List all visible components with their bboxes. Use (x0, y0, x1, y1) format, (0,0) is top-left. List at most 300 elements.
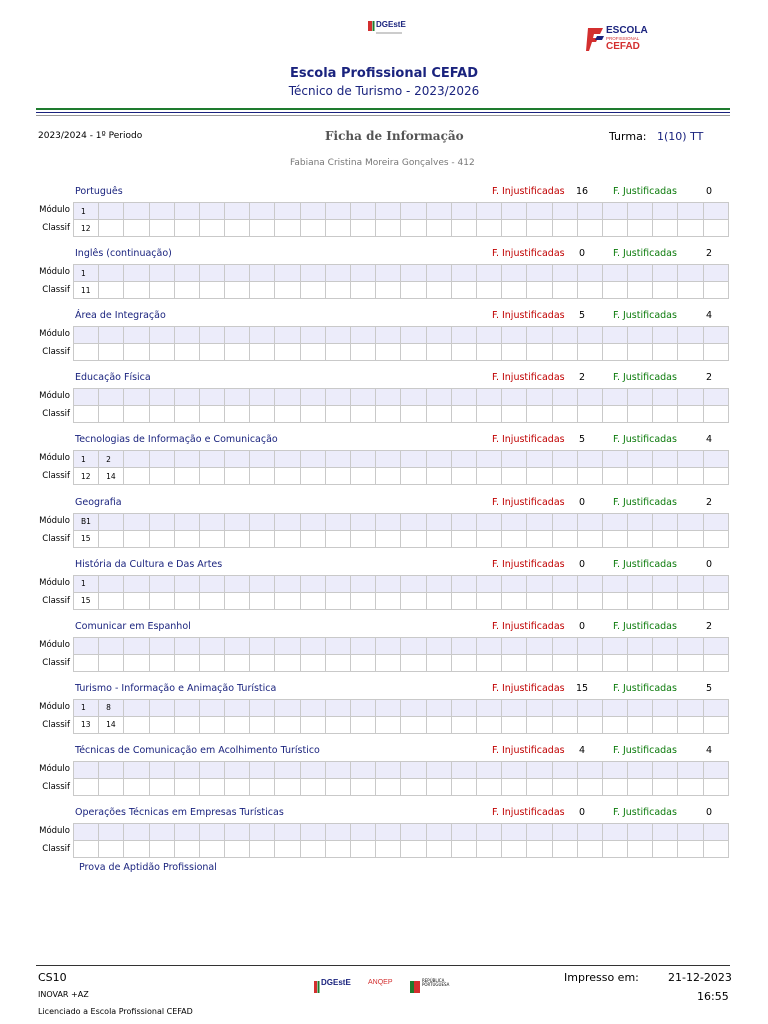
classif-cell (174, 716, 199, 733)
classif-cell (653, 282, 678, 299)
classif-cell (552, 716, 577, 733)
classif-cell (300, 530, 325, 547)
injustified-absences-label: F. Injustificadas (492, 682, 565, 694)
grades-grid (73, 513, 729, 548)
modulo-cell (174, 575, 199, 592)
modulo-row-label: Módulo (39, 205, 70, 215)
injustified-absences-label: F. Injustificadas (492, 807, 565, 818)
classif-cell (527, 778, 552, 795)
classif-cell (149, 530, 174, 547)
modulo-cell (602, 513, 627, 530)
injustified-absences-value: 15 (575, 682, 589, 694)
classif-cell (99, 530, 124, 547)
classif-cell (451, 530, 476, 547)
modulo-row-label: Módulo (39, 515, 70, 526)
modulo-cell (325, 824, 350, 841)
modulo-cell (225, 389, 250, 406)
classif-cell (174, 344, 199, 361)
justified-absences-label: F. Justificadas (613, 372, 677, 384)
modulo-cell (275, 265, 300, 282)
classif-cell (225, 716, 250, 733)
justified-absences-value: 2 (705, 496, 713, 508)
classif-cell (124, 778, 149, 795)
modulo-cell (351, 761, 376, 778)
justified-absences-label: F. Justificadas (613, 744, 677, 756)
modulo-cell (300, 327, 325, 344)
modulo-cell (703, 327, 728, 344)
modulo-cell (351, 824, 376, 841)
modulo-cell (552, 824, 577, 841)
classif-cell (376, 282, 401, 299)
classif-cell: 11 (74, 282, 99, 299)
classif-cell (225, 778, 250, 795)
cefad-logo-line3: CEFAD (606, 40, 640, 52)
classif-cell (602, 592, 627, 609)
header-rule-gray (36, 115, 730, 116)
modulo-cell (703, 265, 728, 282)
classif-cell (225, 530, 250, 547)
modulo-cell (703, 824, 728, 841)
classif-cell (174, 282, 199, 299)
modulo-cell (124, 265, 149, 282)
injustified-absences-value: 5 (578, 434, 586, 446)
printed-label: Impresso em: (564, 971, 639, 984)
classif-cell (99, 841, 124, 858)
classif-cell (401, 716, 426, 733)
classif-cell (250, 530, 275, 547)
modulo-cell (174, 637, 199, 654)
classif-row (74, 592, 729, 609)
classif-row (74, 468, 729, 485)
modulo-cell (99, 203, 124, 220)
classif-cell (124, 406, 149, 423)
modulo-cell (199, 389, 224, 406)
classif-cell (300, 841, 325, 858)
modulo-cell (527, 699, 552, 716)
classif-row (74, 654, 729, 671)
classif-cell (426, 592, 451, 609)
classif-cell (426, 406, 451, 423)
classif-cell (502, 592, 527, 609)
modulo-cell (300, 824, 325, 841)
modulo-cell (552, 389, 577, 406)
classif-cell (703, 592, 728, 609)
modulo-cell (628, 513, 653, 530)
modulo-cell (577, 389, 602, 406)
classif-cell (275, 654, 300, 671)
classif-cell (124, 654, 149, 671)
classif-cell (250, 282, 275, 299)
injustified-absences-label: F. Injustificadas (492, 620, 565, 632)
classif-cell (703, 841, 728, 858)
modulo-cell (376, 389, 401, 406)
injustified-absences-label: F. Injustificadas (492, 186, 565, 197)
modulo-cell (124, 389, 149, 406)
modulo-cell (602, 203, 627, 220)
classif-cell (325, 282, 350, 299)
injustified-absences-value: 0 (578, 807, 586, 818)
modulo-cell (149, 203, 174, 220)
classif-cell (300, 592, 325, 609)
modulo-cell (300, 575, 325, 592)
modulo-cell (527, 265, 552, 282)
modulo-cell (174, 327, 199, 344)
classif-cell (174, 220, 199, 237)
injustified-absences-label: F. Injustificadas (492, 372, 565, 384)
classif-cell (351, 530, 376, 547)
classif-cell (577, 282, 602, 299)
modulo-cell (74, 389, 99, 406)
grades-grid (73, 575, 729, 610)
justified-absences-value: 4 (705, 744, 713, 756)
classif-row-label: Classif (42, 223, 70, 233)
classif-cell: 15 (74, 592, 99, 609)
classif-cell (250, 716, 275, 733)
injustified-absences-value: 0 (578, 620, 586, 632)
doc-title: Ficha de Informação (325, 129, 464, 143)
modulo-cell (426, 575, 451, 592)
classif-row-label: Classif (42, 285, 70, 296)
modulo-cell (376, 451, 401, 468)
classif-row-label: Classif (42, 844, 70, 854)
classif-cell (476, 282, 501, 299)
modulo-row-label: Módulo (39, 826, 70, 836)
justified-absences-value: 2 (705, 372, 713, 384)
classif-cell (602, 344, 627, 361)
classif-cell (300, 282, 325, 299)
classif-cell (401, 220, 426, 237)
modulo-cell (325, 699, 350, 716)
modulo-cell (199, 824, 224, 841)
modulo-cell (628, 575, 653, 592)
footer-code: CS10 (38, 971, 67, 984)
classif-cell (678, 220, 703, 237)
classif-cell (300, 344, 325, 361)
modulo-cell (552, 761, 577, 778)
classif-cell (199, 406, 224, 423)
modulo-cell (476, 389, 501, 406)
classif-cell (325, 778, 350, 795)
modulo-cell (451, 637, 476, 654)
classif-cell (250, 592, 275, 609)
modulo-cell (199, 637, 224, 654)
modulo-cell (124, 824, 149, 841)
classif-cell (502, 530, 527, 547)
modulo-row (74, 327, 729, 344)
modulo-cell (602, 699, 627, 716)
classif-cell (199, 530, 224, 547)
modulo-cell (426, 699, 451, 716)
classif-cell (225, 654, 250, 671)
modulo-cell (451, 761, 476, 778)
footer-dgeste-text: DGEstE (321, 978, 351, 987)
classif-cell (351, 282, 376, 299)
classif-cell (552, 282, 577, 299)
classif-cell (502, 468, 527, 485)
classif-cell (149, 716, 174, 733)
modulo-cell (250, 451, 275, 468)
modulo-cell (527, 824, 552, 841)
modulo-row (74, 513, 729, 530)
modulo-cell (527, 575, 552, 592)
classif-cell (401, 778, 426, 795)
classif-cell (99, 344, 124, 361)
modulo-row-label: Módulo (39, 453, 70, 464)
modulo-cell (552, 451, 577, 468)
classif-cell (451, 468, 476, 485)
modulo-cell (376, 824, 401, 841)
classif-cell (149, 654, 174, 671)
classif-cell (250, 344, 275, 361)
modulo-cell (401, 451, 426, 468)
classif-cell (124, 841, 149, 858)
classif-cell (703, 530, 728, 547)
modulo-cell (250, 327, 275, 344)
turma-value: 1(10) TT (657, 130, 704, 143)
modulo-cell (225, 265, 250, 282)
modulo-cell: 8 (99, 699, 124, 716)
classif-cell (678, 716, 703, 733)
modulo-cell (174, 761, 199, 778)
modulo-cell (74, 824, 99, 841)
modulo-cell (426, 824, 451, 841)
classif-cell (502, 344, 527, 361)
injustified-absences-value: 0 (578, 496, 586, 508)
classif-cell (678, 530, 703, 547)
classif-cell (602, 220, 627, 237)
modulo-cell (250, 389, 275, 406)
classif-cell (602, 778, 627, 795)
modulo-cell (199, 761, 224, 778)
subject-name: Comunicar em Espanhol (75, 620, 191, 632)
modulo-cell (124, 451, 149, 468)
classif-cell (225, 406, 250, 423)
classif-cell (351, 841, 376, 858)
classif-cell (628, 778, 653, 795)
modulo-cell (199, 265, 224, 282)
modulo-cell (300, 389, 325, 406)
classif-cell (376, 406, 401, 423)
grades-grid (73, 388, 729, 423)
modulo-cell (476, 513, 501, 530)
classif-cell (351, 406, 376, 423)
modulo-cell: 1 (74, 575, 99, 592)
modulo-row (74, 824, 729, 841)
classif-cell (149, 282, 174, 299)
modulo-cell (275, 513, 300, 530)
classif-cell (577, 716, 602, 733)
modulo-cell (376, 575, 401, 592)
modulo-row (74, 389, 729, 406)
classif-cell (476, 778, 501, 795)
justified-absences-label: F. Justificadas (613, 620, 677, 632)
injustified-absences-value: 0 (578, 558, 586, 570)
classif-cell (476, 654, 501, 671)
classif-cell (275, 406, 300, 423)
classif-cell (199, 654, 224, 671)
classif-cell (502, 282, 527, 299)
classif-row (74, 716, 729, 733)
classif-cell: 14 (99, 716, 124, 733)
classif-cell (628, 841, 653, 858)
footer-republica-logo (410, 978, 420, 997)
classif-cell (577, 654, 602, 671)
modulo-cell (199, 327, 224, 344)
classif-row-label: Classif (42, 719, 70, 730)
modulo-cell (678, 389, 703, 406)
modulo-cell (653, 389, 678, 406)
classif-cell (577, 344, 602, 361)
modulo-cell (250, 699, 275, 716)
justified-absences-label: F. Justificadas (613, 310, 677, 322)
injustified-absences-label: F. Injustificadas (492, 434, 565, 446)
dgeste-logo (368, 20, 404, 36)
classif-cell (527, 282, 552, 299)
classif-cell (678, 841, 703, 858)
modulo-cell (250, 513, 275, 530)
modulo-cell (149, 699, 174, 716)
classif-cell (74, 406, 99, 423)
modulo-row (74, 451, 729, 468)
modulo-cell (451, 575, 476, 592)
subject-name: Área de Integração (75, 310, 166, 322)
classif-cell (225, 344, 250, 361)
modulo-cell (577, 451, 602, 468)
classif-cell (325, 716, 350, 733)
modulo-cell (300, 699, 325, 716)
modulo-cell (653, 513, 678, 530)
modulo-cell (426, 761, 451, 778)
modulo-cell (275, 451, 300, 468)
classif-cell (124, 716, 149, 733)
classif-cell (703, 282, 728, 299)
modulo-cell (476, 203, 501, 220)
modulo-cell (502, 389, 527, 406)
modulo-cell (628, 389, 653, 406)
dgeste-logo-text: DGEstE (376, 20, 406, 29)
subject-name: Educação Física (75, 372, 151, 384)
modulo-cell (174, 824, 199, 841)
modulo-row (74, 203, 729, 220)
classif-cell (527, 468, 552, 485)
classif-row-label: Classif (42, 471, 70, 482)
modulo-cell (602, 637, 627, 654)
classif-cell (653, 841, 678, 858)
classif-cell (351, 220, 376, 237)
modulo-cell: B1 (74, 513, 99, 530)
classif-cell (476, 592, 501, 609)
classif-cell (703, 344, 728, 361)
classif-cell (552, 778, 577, 795)
classif-row (74, 282, 729, 299)
modulo-cell (426, 513, 451, 530)
classif-cell (124, 530, 149, 547)
modulo-cell (124, 327, 149, 344)
modulo-cell (149, 327, 174, 344)
modulo-cell (552, 699, 577, 716)
modulo-cell (325, 389, 350, 406)
modulo-cell (376, 699, 401, 716)
grades-grid (73, 699, 729, 734)
classif-cell (99, 406, 124, 423)
classif-cell (678, 406, 703, 423)
modulo-cell (99, 824, 124, 841)
classif-cell (426, 344, 451, 361)
classif-cell (628, 282, 653, 299)
modulo-cell (451, 699, 476, 716)
classif-cell (275, 468, 300, 485)
modulo-cell (250, 575, 275, 592)
modulo-cell (502, 575, 527, 592)
classif-cell (703, 406, 728, 423)
modulo-cell (426, 265, 451, 282)
modulo-cell (451, 203, 476, 220)
modulo-cell (300, 513, 325, 530)
classif-cell (552, 654, 577, 671)
grades-grid (73, 264, 729, 299)
classif-cell (401, 654, 426, 671)
modulo-cell (678, 824, 703, 841)
modulo-cell (300, 203, 325, 220)
classif-cell (502, 220, 527, 237)
modulo-cell (376, 637, 401, 654)
modulo-cell (275, 575, 300, 592)
printed-time: 16:55 (697, 990, 729, 1003)
modulo-cell (678, 265, 703, 282)
modulo-cell (174, 699, 199, 716)
subject-name: Operações Técnicas em Empresas Turísticas (75, 807, 284, 818)
modulo-cell (703, 389, 728, 406)
modulo-cell (653, 451, 678, 468)
classif-cell (476, 841, 501, 858)
modulo-row (74, 637, 729, 654)
modulo-row (74, 699, 729, 716)
classif-cell (628, 592, 653, 609)
classif-cell (74, 654, 99, 671)
modulo-cell (653, 575, 678, 592)
classif-cell (502, 406, 527, 423)
modulo-cell (628, 824, 653, 841)
classif-cell (502, 778, 527, 795)
modulo-cell (124, 513, 149, 530)
classif-cell (199, 778, 224, 795)
modulo-cell (552, 513, 577, 530)
modulo-cell (351, 389, 376, 406)
classif-cell (99, 592, 124, 609)
classif-cell: 14 (99, 468, 124, 485)
classif-cell (628, 344, 653, 361)
modulo-cell (174, 451, 199, 468)
classif-cell (577, 592, 602, 609)
classif-cell (602, 468, 627, 485)
classif-cell (174, 654, 199, 671)
justified-absences-label: F. Justificadas (613, 558, 677, 570)
cefad-logo-line1: ESCOLA (606, 25, 648, 36)
classif-cell (376, 530, 401, 547)
modulo-cell (502, 203, 527, 220)
modulo-row-label: Módulo (39, 639, 70, 650)
classif-cell (577, 406, 602, 423)
modulo-cell (275, 761, 300, 778)
modulo-cell (351, 575, 376, 592)
classif-cell (527, 654, 552, 671)
classif-row (74, 841, 729, 858)
modulo-cell (653, 699, 678, 716)
modulo-cell (703, 451, 728, 468)
classif-cell (250, 778, 275, 795)
modulo-cell (74, 327, 99, 344)
classif-cell (451, 220, 476, 237)
